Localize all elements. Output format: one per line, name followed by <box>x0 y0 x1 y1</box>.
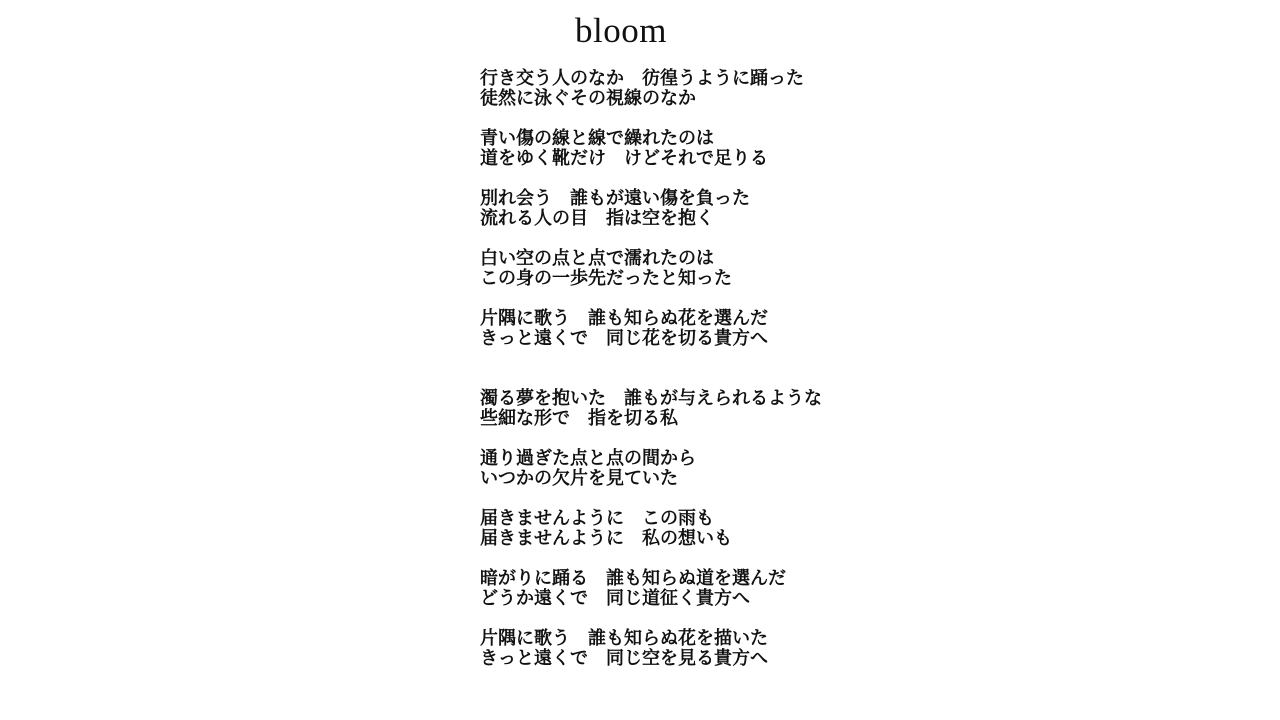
stanza <box>480 128 822 168</box>
lyric-line: 片隅に歌う 誰も知らぬ花を描いた <box>480 628 768 648</box>
lyrics-block <box>480 68 822 688</box>
lyric-line: 道をゆく靴だけ けどそれで足りる <box>480 148 768 168</box>
lyric-line: 白い空の点と点で濡れたのは <box>480 248 714 268</box>
stanza <box>480 248 822 288</box>
lyric-line: 片隅に歌う 誰も知らぬ花を選んだ <box>480 308 768 328</box>
stanza <box>480 628 822 668</box>
lyric-line: きっと遠くで 同じ花を切る貴方へ <box>480 328 768 348</box>
page-title: bloom <box>575 11 667 50</box>
stanza <box>480 568 822 608</box>
stanza <box>480 508 822 548</box>
lyric-line: 別れ会う 誰もが遠い傷を負った <box>480 188 750 208</box>
lyric-line: 流れる人の目 指は空を抱く <box>480 208 714 228</box>
lyric-line: この身の一歩先だったと知った <box>480 268 732 288</box>
lyric-line: いつかの欠片を見ていた <box>480 468 678 488</box>
lyric-line: 青い傷の線と線で繰れたのは <box>480 128 714 148</box>
lyric-line: 濁る夢を抱いた 誰もが与えられるような <box>480 388 822 408</box>
lyric-line: 行き交う人のなか 彷徨うように踊った <box>480 68 804 88</box>
lyric-line: 通り過ぎた点と点の間から <box>480 448 696 468</box>
stanza <box>480 448 822 488</box>
stanza <box>480 308 822 348</box>
stanza <box>480 388 822 428</box>
lyric-line: 些細な形で 指を切る私 <box>480 408 678 428</box>
lyric-line: 届きませんように 私の想いも <box>480 528 732 548</box>
lyric-line: 徒然に泳ぐその視線のなか <box>480 88 696 108</box>
stanza <box>480 68 822 108</box>
stanza <box>480 188 822 228</box>
lyric-line: どうか遠くで 同じ道征く貴方へ <box>480 588 750 608</box>
lyric-line: 暗がりに踊る 誰も知らぬ道を選んだ <box>480 568 786 588</box>
lyric-line: きっと遠くで 同じ空を見る貴方へ <box>480 648 768 668</box>
lyric-line: 届きませんように この雨も <box>480 508 714 528</box>
